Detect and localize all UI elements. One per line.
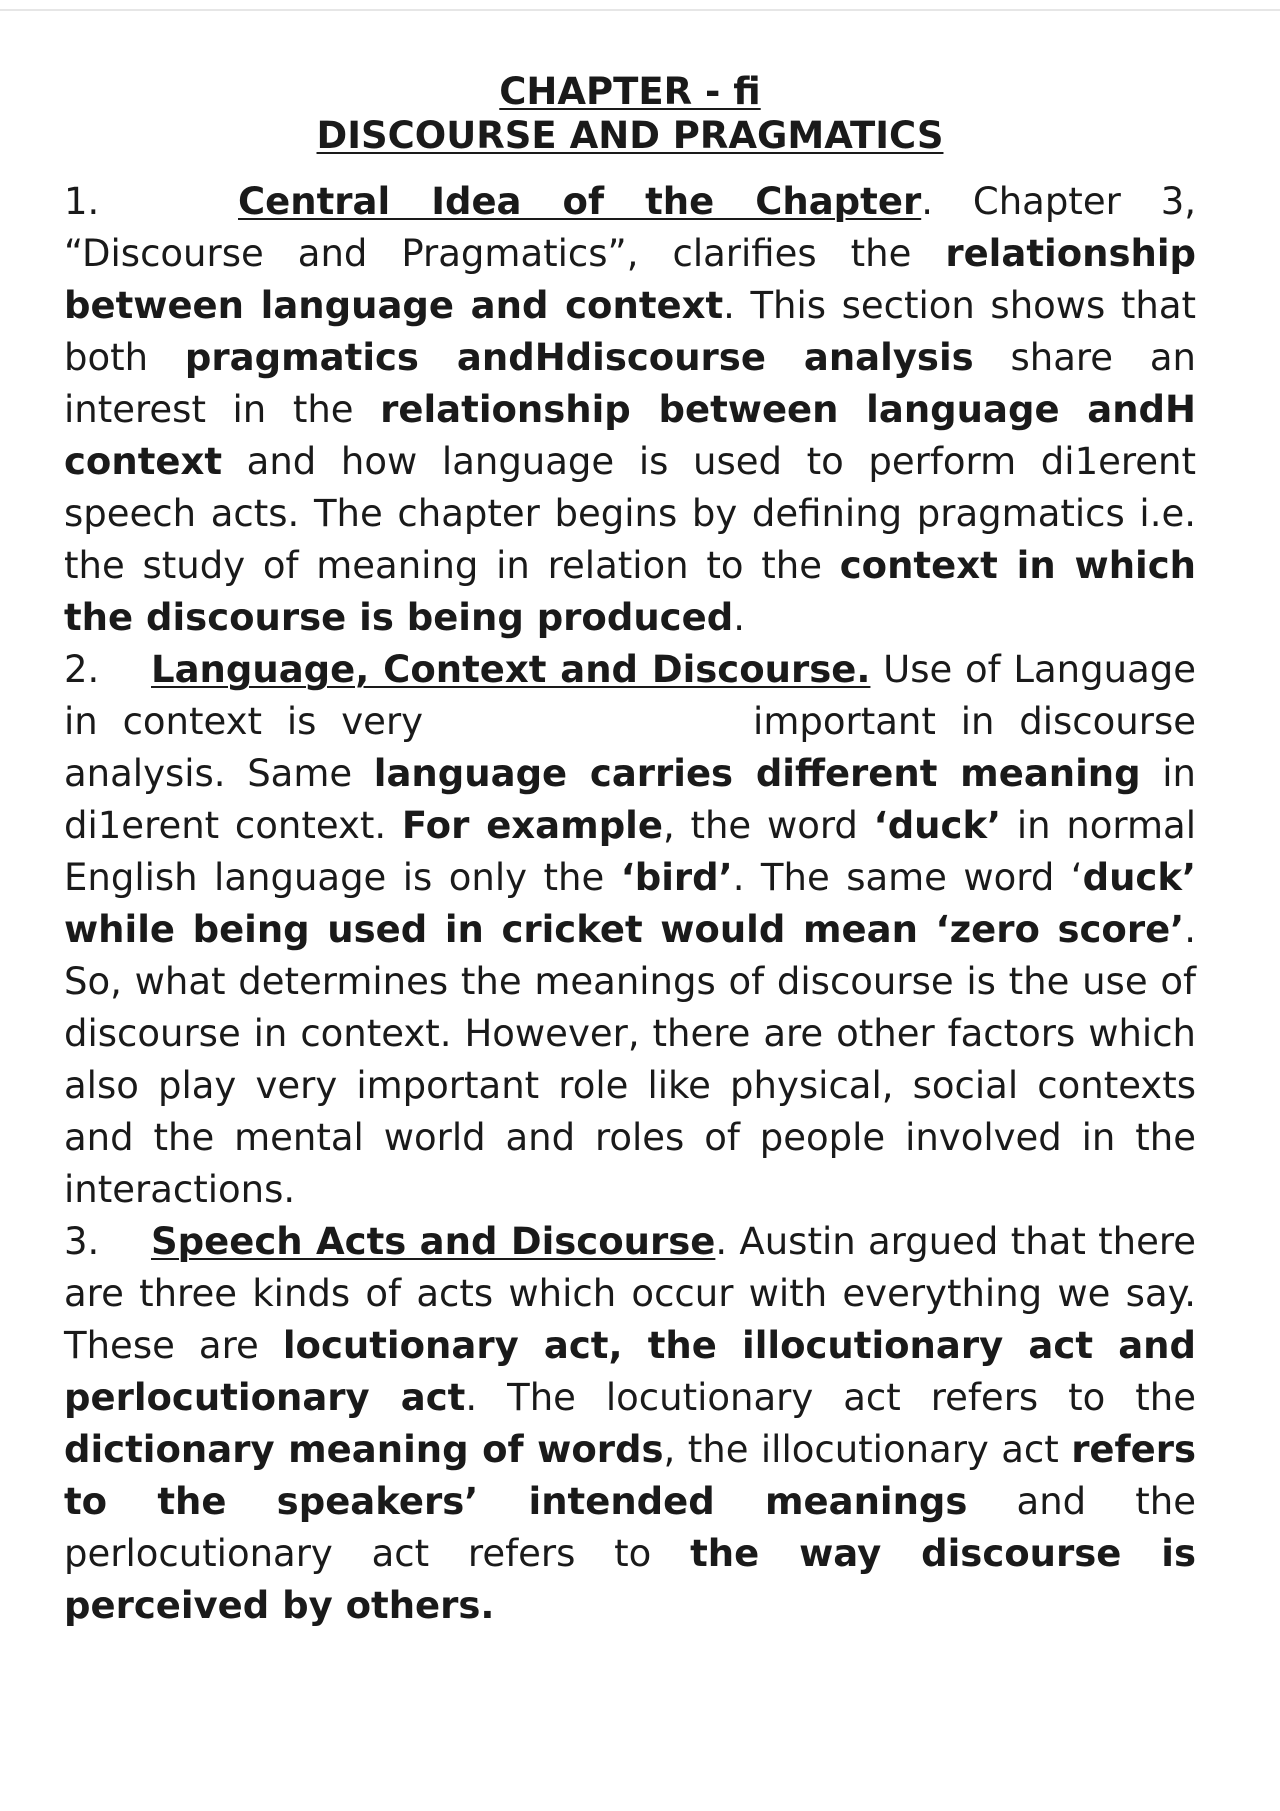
section-language-context (64, 644, 1196, 1216)
bold-segment: relationship between language andH context (64, 388, 1196, 483)
bold-segment: the way discourse is perceived by others. (64, 1532, 1196, 1627)
text-segment: share an interest in the (64, 336, 1197, 431)
chapter-subtitle: DISCOURSE AND PRAGMATICS (316, 114, 944, 157)
text-segment: Use of Language in context is very (64, 648, 1196, 743)
bold-segment: pragmatics andHdiscourse analysis (184, 336, 974, 379)
text-segment: . The same word ‘ (732, 856, 1083, 899)
bold-segment: ‘bird’ (620, 856, 733, 899)
text-segment: in normal English language is only the (64, 804, 1196, 899)
section-heading: Language, Context and Discourse. (151, 648, 871, 691)
bold-segment: context in which the discourse is being produced (64, 544, 1197, 639)
section-speech-acts (64, 1216, 1196, 1632)
text-segment: . The locutionary act refers to the (465, 1376, 1196, 1419)
document-page (64, 70, 1196, 1632)
section-number: 3. (64, 1220, 100, 1263)
text-segment: in di1erent context. (64, 752, 1196, 847)
text-segment: . This section shows that both (64, 284, 1196, 379)
bold-segment: dictionary meaning of words (64, 1428, 664, 1471)
section-heading: Central Idea of the Chapter (238, 180, 922, 223)
text-segment: . (733, 596, 745, 639)
text-segment: . So, what determines the meanings of discourse is the use of discourse in context. However, there are other factors which also play very important role like physical, social contexts and the mental world and roles of people involved in the interactions. (64, 908, 1196, 1211)
section-heading: Speech Acts and Discourse (151, 1220, 716, 1263)
section-number: 2. (64, 648, 100, 691)
bold-segment: ‘duck’ (873, 804, 1002, 847)
bold-segment: For example (401, 804, 663, 847)
text-segment: , the illocutionary act (663, 1428, 1072, 1471)
bold-segment: duck’ while being used in cricket would mean ‘zero score’ (64, 856, 1196, 951)
bold-segment: language carries different meaning (373, 752, 1141, 795)
text-segment: . Austin argued that there are three kinds of acts which occur with everything we say. These are (64, 1220, 1196, 1367)
text-segment: and how language is used to perform di1erent speech acts. The chapter begins by defining pragmatics i.e. the study of meaning in relation to the (64, 440, 1196, 587)
text-segment: and the perlocutionary act refers to (64, 1480, 1196, 1575)
bold-segment: locutionary act, the illocutionary act and perlocutionary act (64, 1324, 1196, 1419)
text-segment: important in discourse analysis. Same (64, 700, 1196, 795)
text-segment: , the word (662, 804, 874, 847)
chapter-title: CHAPTER - fi (499, 70, 761, 113)
text-segment: . Chapter 3, “Discourse and Pragmatics”, clarifies the (64, 180, 1196, 275)
bold-segment: refers to the speakers’ intended meanings (64, 1428, 1196, 1523)
section-central-idea (64, 176, 1196, 644)
bold-segment: relationship between language and context (64, 232, 1196, 327)
section-number: 1. (64, 180, 100, 223)
page-top-border (0, 9, 1280, 11)
